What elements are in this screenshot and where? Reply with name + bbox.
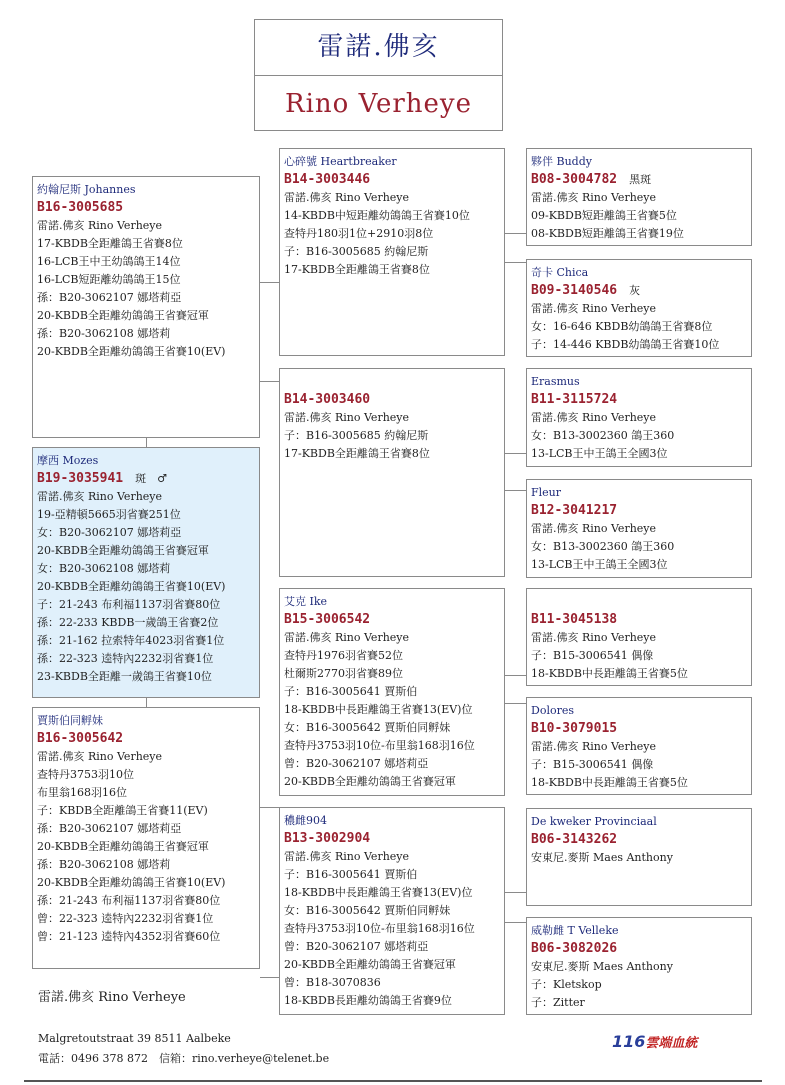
achievement-line: 16-LCB短距離幼鴿鴿王15位: [37, 273, 181, 286]
achievement-line: 子：B15-3006541 偶像: [531, 758, 654, 771]
achievement-line: 09-KBDB短距離鴿王省賽5位: [531, 209, 677, 222]
ring-number: B08-3004782: [531, 172, 618, 187]
achievement-line: 孫：22-323 逵特內2232羽省賽1位: [37, 652, 214, 665]
achievement-line: 雷諾.佛亥 Rino Verheye: [37, 490, 163, 503]
pigeon-card-dd: [279, 807, 505, 1015]
achievement-line: 雷諾.佛亥 Rino Verheye: [284, 191, 410, 204]
achievement-line: 孫：B20-3062108 娜塔莉: [37, 858, 171, 871]
pigeon-name: Dolores: [531, 704, 574, 717]
achievement-line: 女：B13-3002360 鴿王360: [531, 540, 675, 553]
achievement-line: 20-KBDB全距離幼鴿鴿王省賽10(EV): [37, 345, 226, 358]
ring-number: B12-3041217: [531, 503, 618, 518]
ring-number: B10-3079015: [531, 721, 618, 736]
ring-number: B06-3143262: [531, 832, 618, 847]
pigeon-name: 賈斯伯同孵妹: [37, 714, 103, 727]
pigeon-card-subject: [32, 447, 260, 698]
achievement-line: 17-KBDB全距離鴿王省賽8位: [284, 447, 430, 460]
achievement-line: 女：B16-3005642 賈斯伯同孵妹: [284, 721, 451, 734]
achievement-line: 18-KBDB中長距離鴿王省賽5位: [531, 667, 688, 680]
achievement-line: 孫：21-243 布利福1137羽省賽80位: [37, 894, 221, 907]
pigeon-card-sss: [526, 148, 752, 246]
achievement-line: 雷諾.佛亥 Rino Verheye: [531, 302, 657, 315]
connector-line: [146, 438, 147, 447]
pigeon-card-ss: [279, 148, 505, 356]
achievement-line: 安東尼.麥斯 Maes Anthony: [531, 851, 673, 864]
pigeon-name: De kweker Provinciaal: [531, 815, 657, 828]
achievement-line: 20-KBDB全距離幼鴿鴿王省賽10(EV): [37, 876, 226, 889]
achievement-line: 女：B13-3002360 鴿王360: [531, 429, 675, 442]
achievement-line: 布里翁168羽16位: [37, 786, 127, 799]
connector-line: [505, 675, 526, 676]
achievement-line: 安東尼.麥斯 Maes Anthony: [531, 960, 673, 973]
achievement-line: 孫：B20-3062108 娜塔莉: [37, 327, 171, 340]
achievement-line: 子：14-446 KBDB幼鴿鴿王省賽10位: [531, 338, 720, 351]
color-sex-note: 黑斑: [629, 173, 652, 186]
achievement-line: 查特丹1976羽省賽52位: [284, 649, 403, 662]
connector-line: [505, 490, 526, 491]
achievement-line: 18-KBDB中長距離鴿王省賽5位: [531, 776, 688, 789]
achievement-line: 雷諾.佛亥 Rino Verheye: [531, 522, 657, 535]
connector-line: [260, 381, 279, 382]
pigeon-card-dss: [526, 588, 752, 686]
achievement-line: 子：B15-3006541 偶像: [531, 649, 654, 662]
achievement-line: 20-KBDB全距離幼鴿鴿王省賽冠軍: [37, 544, 209, 557]
achievement-line: 曾：21-123 逵特內4352羽省賽60位: [37, 930, 221, 943]
pigeon-name: 穠雌904: [284, 814, 327, 827]
achievement-line: 女：16-646 KBDB幼鴿鴿王省賽8位: [531, 320, 713, 333]
connector-line: [260, 282, 279, 283]
pigeon-name: 約翰尼斯 Johannes: [37, 183, 136, 196]
pigeon-card-ds: [279, 588, 505, 796]
ring-number: B19-3035941: [37, 471, 124, 486]
achievement-line: 子：Zitter: [531, 996, 585, 1009]
achievement-line: 17-KBDB全距離鴿王省賽8位: [284, 263, 430, 276]
achievement-line: 女：B20-3062108 娜塔莉: [37, 562, 171, 575]
achievement-line: 雷諾.佛亥 Rino Verheye: [531, 740, 657, 753]
pigeon-card-sd: [279, 368, 505, 577]
achievement-line: 19-亞精頓5665羽省賽251位: [37, 508, 181, 521]
connector-line: [260, 977, 279, 978]
connector-line: [146, 698, 147, 707]
achievement-line: 18-KBDB中長距離鴿王省賽13(EV)位: [284, 703, 473, 716]
achievement-line: 孫：B20-3062107 娜塔莉亞: [37, 822, 182, 835]
achievement-line: 子：B16-3005685 約翰尼斯: [284, 245, 429, 258]
footer-owner: 雷諾.佛亥 Rino Verheye: [38, 990, 186, 1005]
achievement-line: 18-KBDB中長距離鴿王省賽13(EV)位: [284, 886, 473, 899]
pigeon-card-dam: [32, 707, 260, 969]
achievement-line: 查特丹3753羽10位-布里翁168羽16位: [284, 922, 475, 935]
connector-line: [505, 892, 526, 893]
ring-number: B06-3082026: [531, 941, 618, 956]
achievement-line: 女：B20-3062107 娜塔莉亞: [37, 526, 182, 539]
achievement-line: 13-LCB王中王鴿王全國3位: [531, 447, 668, 460]
pigeon-name: 威勒雌 T Velleke: [531, 924, 619, 937]
pigeon-card-ssd: [526, 259, 752, 357]
pigeon-name: 艾克 Ike: [284, 595, 328, 608]
ring-number: B14-3003460: [284, 392, 371, 407]
ring-number: B11-3115724: [531, 392, 618, 407]
pigeon-card-sdd: [526, 479, 752, 578]
achievement-line: 子：KBDB全距離鴿王省賽11(EV): [37, 804, 208, 817]
achievement-line: 16-LCB王中王幼鴿鴿王14位: [37, 255, 181, 268]
color-sex-note: 灰: [629, 284, 641, 297]
achievement-line: 雷諾.佛亥 Rino Verheye: [37, 219, 163, 232]
ring-number: B14-3003446: [284, 172, 371, 187]
owner-name-chinese: 雷諾.佛亥: [255, 20, 502, 76]
ring-number: B13-3002904: [284, 831, 371, 846]
achievement-line: 曾：22-323 逵特內2232羽省賽1位: [37, 912, 214, 925]
achievement-line: 雷諾.佛亥 Rino Verheye: [531, 631, 657, 644]
achievement-line: 子：Kletskop: [531, 978, 602, 991]
footer-address: Malgretoutstraat 39 8511 Aalbeke: [38, 1032, 231, 1045]
pigeon-name: 摩西 Mozes: [37, 454, 99, 467]
logo-number: 116: [612, 1032, 646, 1051]
achievement-line: 雷諾.佛亥 Rino Verheye: [284, 631, 410, 644]
pigeon-card-dsd: [526, 697, 752, 795]
ring-number: B16-3005685: [37, 200, 124, 215]
achievement-line: 08-KBDB短距離鴿王省賽19位: [531, 227, 684, 240]
achievement-line: 18-KBDB長距離幼鴿鴿王省賽9位: [284, 994, 452, 1007]
achievement-line: 查特丹180羽1位+2910羽8位: [284, 227, 434, 240]
pigeon-name: [531, 593, 747, 611]
connector-line: [505, 233, 526, 234]
ring-number: B11-3045138: [531, 612, 618, 627]
achievement-line: 曾：B18-3070836: [284, 976, 381, 989]
achievement-line: 子：B16-3005641 賈斯伯: [284, 685, 418, 698]
pigeon-name: [284, 373, 500, 391]
achievement-line: 子：21-243 布利福1137羽省賽80位: [37, 598, 221, 611]
achievement-line: 女：B16-3005642 賈斯伯同孵妹: [284, 904, 451, 917]
achievement-line: 杜爾斯2770羽省賽89位: [284, 667, 403, 680]
connector-line: [505, 453, 526, 454]
achievement-line: 子：B16-3005641 賈斯伯: [284, 868, 418, 881]
pigeon-name: 夥伴 Buddy: [531, 155, 592, 168]
ring-number: B09-3140546: [531, 283, 618, 298]
achievement-line: 13-LCB王中王鴿王全國3位: [531, 558, 668, 571]
achievement-line: 雷諾.佛亥 Rino Verheye: [37, 750, 163, 763]
footer-contact: 電話：0496 378 872 信箱：rino.verheye@telenet.be: [38, 1052, 330, 1065]
achievement-line: 17-KBDB全距離鴿王省賽8位: [37, 237, 183, 250]
achievement-line: 20-KBDB全距離幼鴿鴿王省賽冠軍: [37, 309, 209, 322]
achievement-line: 曾：B20-3062107 娜塔莉亞: [284, 940, 429, 953]
achievement-line: 子：B16-3005685 約翰尼斯: [284, 429, 429, 442]
pigeon-name: Erasmus: [531, 375, 580, 388]
pigeon-card-sire: [32, 176, 260, 438]
ring-number: B16-3005642: [37, 731, 124, 746]
achievement-line: 23-KBDB全距離一歲鴿王省賽10位: [37, 670, 212, 683]
color-sex-note: 斑 ♂: [135, 472, 167, 485]
achievement-line: 孫：21-162 拉索特年4023羽省賽1位: [37, 634, 225, 647]
title-box: [254, 19, 503, 131]
achievement-line: 孫：22-233 KBDB一歲鴿王省賽2位: [37, 616, 219, 629]
achievement-line: 孫：B20-3062107 娜塔莉亞: [37, 291, 182, 304]
connector-line: [505, 703, 526, 704]
achievement-line: 20-KBDB全距離幼鴿鴿王省賽10(EV): [37, 580, 226, 593]
bottom-divider: [24, 1080, 762, 1082]
achievement-line: 曾：B20-3062107 娜塔莉亞: [284, 757, 429, 770]
pigeon-name: Fleur: [531, 486, 562, 499]
achievement-line: 雷諾.佛亥 Rino Verheye: [531, 411, 657, 424]
achievement-line: 20-KBDB全距離幼鴿鴿王省賽冠軍: [284, 775, 456, 788]
achievement-line: 查特丹3753羽10位: [37, 768, 134, 781]
achievement-line: 14-KBDB中短距離幼鴿鴿王省賽10位: [284, 209, 470, 222]
owner-name-english: Rino Verheye: [285, 89, 472, 119]
pigeon-card-sds: [526, 368, 752, 467]
connector-line: [505, 922, 526, 923]
logo-text: 雲端血統: [645, 1036, 698, 1051]
achievement-line: 雷諾.佛亥 Rino Verheye: [531, 191, 657, 204]
achievement-line: 查特丹3753羽10位-布里翁168羽16位: [284, 739, 475, 752]
achievement-line: 雷諾.佛亥 Rino Verheye: [284, 850, 410, 863]
brand-logo: [612, 1032, 697, 1051]
pigeon-card-ddd: [526, 917, 752, 1015]
achievement-line: 雷諾.佛亥 Rino Verheye: [284, 411, 410, 424]
pigeon-name: 奇卡 Chica: [531, 266, 589, 279]
ring-number: B15-3006542: [284, 612, 371, 627]
pigeon-card-dds: [526, 808, 752, 906]
pigeon-name: 心碎號 Heartbreaker: [284, 155, 397, 168]
achievement-line: 20-KBDB全距離幼鴿鴿王省賽冠軍: [37, 840, 209, 853]
connector-line: [260, 807, 279, 808]
achievement-line: 20-KBDB全距離幼鴿鴿王省賽冠軍: [284, 958, 456, 971]
connector-line: [505, 262, 526, 263]
